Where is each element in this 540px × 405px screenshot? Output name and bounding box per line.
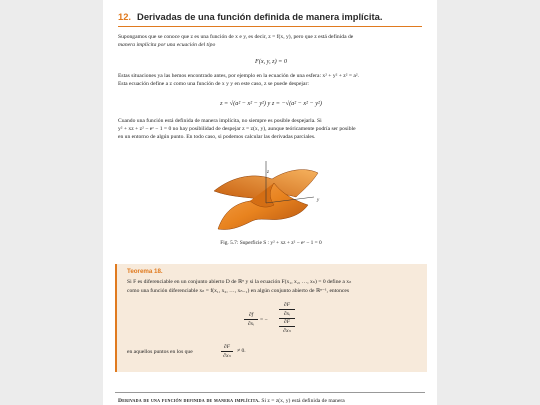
theorem-line-2: como una función diferenciable xₙ = f(x₁, x₂, …, xₙ₋₁) en algún conjunto abierto de ℝⁿ⁻¹, entonces	[127, 288, 350, 294]
fraction-condition	[221, 344, 233, 359]
theorem-line-1: Si F es diferenciable en un conjunto abierto D de ℝⁿ y si la ecuación F(x₁, x₂, …, xₙ) = 0 define a xₙ	[127, 279, 352, 285]
paragraph-2-line-1: Estas situaciones ya las hemos encontrado antes, por ejemplo en la ecuación de una esfera: x² + y² + z² = a².	[118, 73, 359, 79]
paragraph-3-line-3: en un entorno de algún punto. En todo caso, si podemos calcular las derivadas parciales.	[118, 134, 316, 140]
inner-numerator-top: ∂F	[283, 302, 291, 308]
equation-sphere: z = √(a² − x² − y²) y z = −√(a² − x² − y²)	[220, 100, 322, 107]
condition-denominator: ∂xₙ	[223, 352, 231, 359]
paragraph-1-line-1: Supongamos que se conoce que z es una función de x e y, es decir, z = f(x, y), pero que z está definida de	[118, 34, 354, 40]
next-section-intro	[118, 398, 424, 404]
fraction-numerator: ∂f	[248, 312, 254, 318]
section-number: 12.	[118, 11, 132, 22]
bottom-rule	[115, 392, 425, 393]
equals-minus: = −	[260, 317, 268, 323]
paragraph-1	[118, 33, 424, 49]
paragraph-3-line-2: y² + xz + z² − eᶻ − 1 = 0 no hay posibilidad de despejar z = z(x, y), aunque teóricamente podría ser posible	[118, 126, 356, 132]
inner-denominator-top: ∂F	[283, 319, 291, 326]
section-title-text: Derivadas de una función definida de manera implícita.	[137, 11, 383, 22]
fraction-dF-ratio	[279, 302, 295, 334]
axis-label-y: y	[317, 198, 320, 203]
inner-numerator-bottom: ∂xᵢ	[283, 310, 291, 317]
inner-denominator-bottom: ∂xₙ	[283, 327, 291, 334]
paragraph-2	[118, 72, 424, 88]
section-title	[118, 11, 382, 22]
axis-label-z: z	[267, 170, 269, 175]
theorem-box	[115, 264, 427, 372]
paragraph-3	[118, 117, 424, 141]
theorem-title: Teorema 18.	[127, 268, 163, 275]
paragraph-1-line-2: manera implícita por una ecuación del tipo	[118, 42, 216, 48]
paragraph-2-line-2: Esta ecuación define a z como una función de x y y en este caso, z se puede despejar:	[118, 81, 309, 87]
equation-implicit: F(x, y, z) = 0	[254, 58, 287, 65]
surface-figure	[210, 157, 326, 235]
next-section-heading: Derivada de una función definida de manera implícita.	[118, 398, 260, 404]
condition-numerator: ∂F	[223, 344, 231, 350]
condition-relation: ≠ 0.	[237, 348, 246, 354]
section-rule	[118, 26, 422, 27]
paragraph-3-line-1: Cuando una función está definida de manera implícita, no siempre es posible despejarla. Si	[118, 118, 322, 124]
fraction-df-dxi	[244, 312, 258, 327]
figure-caption: Fig. 5.7: Superficie S : y² + xz + z² − eᶻ − 1 = 0	[220, 240, 322, 246]
fraction-denominator: ∂xᵢ	[247, 320, 255, 327]
next-section-text: Si z = z(x, y) está definida de manera	[261, 398, 345, 404]
document-page	[103, 0, 437, 405]
theorem-line-3: en aquellos puntos en los que	[127, 349, 193, 355]
